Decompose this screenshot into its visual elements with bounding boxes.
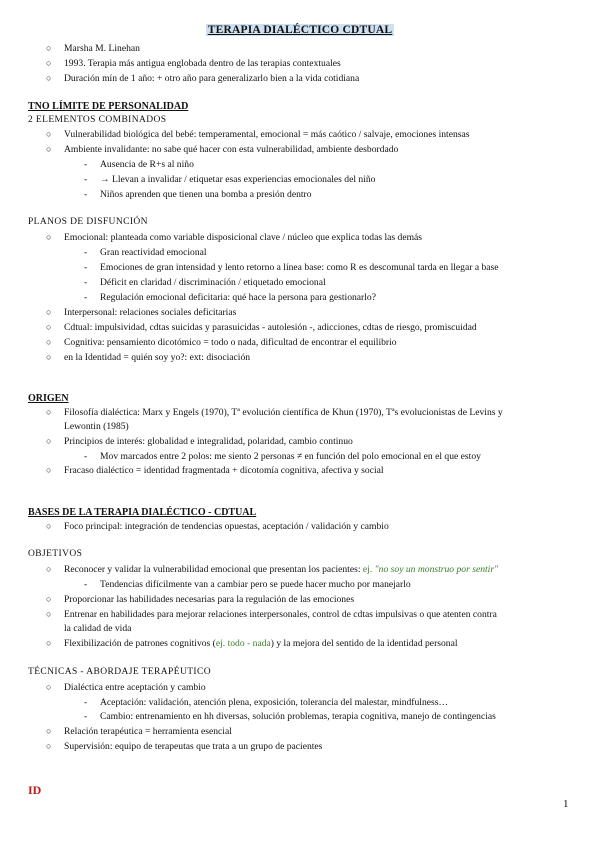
list-item: ○ Flexibilización de patrones cognitivos (ej. todo - nada) y la mejora del sentido de la identidad personal — [46, 638, 458, 649]
list-item: ○ Proporcionar las habilidades necesarias para la regulación de las emociones — [46, 594, 355, 605]
sub-list-item: - Emociones de gran intensidad y lento retorno a línea base: como R es descomunal tarda en llegar a base — [84, 262, 499, 273]
heading-bases: BASES DE LA TERAPIA DIALÉCTICO - CDTUAL — [28, 507, 257, 518]
heading-origen: ORIGEN — [28, 393, 69, 404]
subhead-objetivos: OBJETIVOS — [28, 549, 83, 559]
bullet-icon: ○ — [46, 58, 52, 68]
bullet-icon: ○ — [46, 436, 52, 446]
bullet-icon: ○ — [46, 521, 52, 531]
list-item: ○ Reconocer y validar la vulnerabilidad emocional que presentan los pacientes: ej. "no soy un monstruo por sentir" — [46, 564, 499, 575]
dash-icon: - — [84, 174, 88, 185]
intro-item-author: ○ Marsha M. Linehan — [46, 43, 140, 54]
heading-tlp: TNO LÍMITE DE PERSONALIDAD — [28, 101, 189, 112]
dash-icon: - — [84, 159, 88, 170]
dash-icon: - — [84, 277, 88, 288]
bullet-icon: ○ — [46, 73, 52, 83]
bullet-icon: ○ — [46, 465, 52, 475]
bullet-icon: ○ — [46, 352, 52, 362]
dash-icon: - — [84, 189, 88, 200]
list-item: ○ Cognitiva: pensamiento dicotómico = todo o nada, dificultad de encontrar el equilibrio — [46, 337, 397, 348]
list-item: ○ Principios de interés: globalidad e integralidad, polaridad, cambio continuo — [46, 436, 353, 447]
bullet-icon: ○ — [46, 564, 52, 574]
sub-list-item: - Déficit en claridad / discriminación / etiquetado emocional — [84, 277, 326, 288]
bullet-icon: ○ — [46, 144, 52, 154]
sub-list-item: - Niños aprenden que tienen una bomba a presión dentro — [84, 189, 312, 200]
subhead-elementos: 2 ELEMENTOS COMBINADOS — [28, 115, 167, 125]
list-item: ○ Ambiente invalidante: no sabe qué hacer con esta vulnerabilidad, ambiente desbordado — [46, 144, 399, 155]
dash-icon: - — [84, 579, 88, 590]
sub-list-item: - → Llevan a invalidar / etiquetar esas experiencias emocionales del niño — [84, 174, 376, 185]
page-number: 1 — [563, 798, 569, 810]
list-item: ○ Cdtual: impulsividad, cdtas suicidas y parasuicidas - autolesión -, adicciones, cdtas de riesgo, promiscuidad — [46, 322, 477, 333]
bullet-icon: ○ — [46, 594, 52, 604]
list-item: ○ Interpersonal: relaciones sociales deficitarias — [46, 307, 237, 318]
sub-list-item: - Ausencia de R+s al niño — [84, 159, 194, 170]
sub-list-item: - Tendencias difícilmente van a cambiar pero se puede hacer mucho por manejarlo — [84, 579, 411, 590]
intro-item-year: ○ 1993. Terapia más antigua englobada dentro de las terapias contextuales — [46, 58, 341, 69]
dash-icon: - — [84, 711, 88, 722]
list-item: ○ Filosofía dialéctica: Marx y Engels (1970), Tª evolución científica de Khun (1970), Tªs evolucionistas de Levins y — [46, 407, 503, 418]
sub-list-item: - Gran reactividad emocional — [84, 247, 207, 258]
dash-icon: - — [84, 247, 88, 258]
list-item: ○ Relación terapéutica = herramienta esencial — [46, 726, 232, 737]
bullet-icon: ○ — [46, 307, 52, 317]
bullet-icon: ○ — [46, 407, 52, 417]
list-item: ○ Foco principal: integración de tendencias opuestas, aceptación / validación y cambio — [46, 521, 389, 532]
bullet-icon: ○ — [46, 129, 52, 139]
subhead-tecnicas: TÉCNICAS - ABORDAJE TERAPÉUTICO — [28, 667, 211, 677]
bullet-icon: ○ — [46, 337, 52, 347]
list-item: ○ Supervisión: equipo de terapeutas que trata a un grupo de pacientes — [46, 741, 323, 752]
id-label: ID — [28, 783, 42, 797]
bullet-icon: ○ — [46, 638, 52, 648]
list-item: ○ en la Identidad = quién soy yo?: ext: disociación — [46, 352, 251, 363]
sub-list-item: - Cambio: entrenamiento en hh diversas, solución problemas, terapia cognitiva, manejo de contingencias — [84, 711, 496, 722]
sub-list-item: - Aceptación: validación, atención plena, exposición, tolerancia del malestar, mindfulness… — [84, 697, 449, 708]
bullet-icon: ○ — [46, 232, 52, 242]
list-item: ○ Dialéctica entre aceptación y cambio — [46, 682, 206, 693]
document-title: TERAPIA DIALÉCTICO CDTUAL — [207, 24, 393, 36]
dash-icon: - — [84, 262, 88, 273]
subhead-planos: PLANOS DE DISFUNCIÓN — [28, 217, 148, 227]
bullet-icon: ○ — [46, 322, 52, 332]
sub-list-item: - Regulación emocional deficitaria: qué hace la persona para gestionarlo? — [84, 292, 376, 303]
bullet-icon: ○ — [46, 43, 52, 53]
intro-item-duration: ○ Duración mín de 1 año: + otro año para generalizarlo bien a la vida cotidiana — [46, 73, 360, 84]
list-item: ○ Vulnerabilidad biológica del bebé: temperamental, emocional = más caótico / salvaje, emociones intensas — [46, 129, 470, 140]
bullet-icon: ○ — [46, 741, 52, 751]
list-item-continuation: Lewontin (1985) — [64, 421, 129, 432]
list-item: ○ Entrenar en habilidades para mejorar relaciones interpersonales, control de cdtas impulsivas o que atenten contra — [46, 609, 497, 620]
list-item: ○ Emocional: planteada como variable disposicional clave / núcleo que explica todas las demás — [46, 232, 423, 243]
list-item-continuation: la calidad de vida — [64, 623, 132, 634]
bullet-icon: ○ — [46, 726, 52, 736]
bullet-icon: ○ — [46, 609, 52, 619]
sub-list-item: - Mov marcados entre 2 polos: me siento 2 personas ≠ en función del polo emocional en el que estoy — [84, 451, 481, 462]
bullet-icon: ○ — [46, 682, 52, 692]
list-item: ○ Fracaso dialéctico = identidad fragmentada + dicotomía cognitiva, afectiva y social — [46, 465, 384, 476]
dash-icon: - — [84, 451, 88, 462]
dash-icon: - — [84, 697, 88, 708]
dash-icon: - — [84, 292, 88, 303]
